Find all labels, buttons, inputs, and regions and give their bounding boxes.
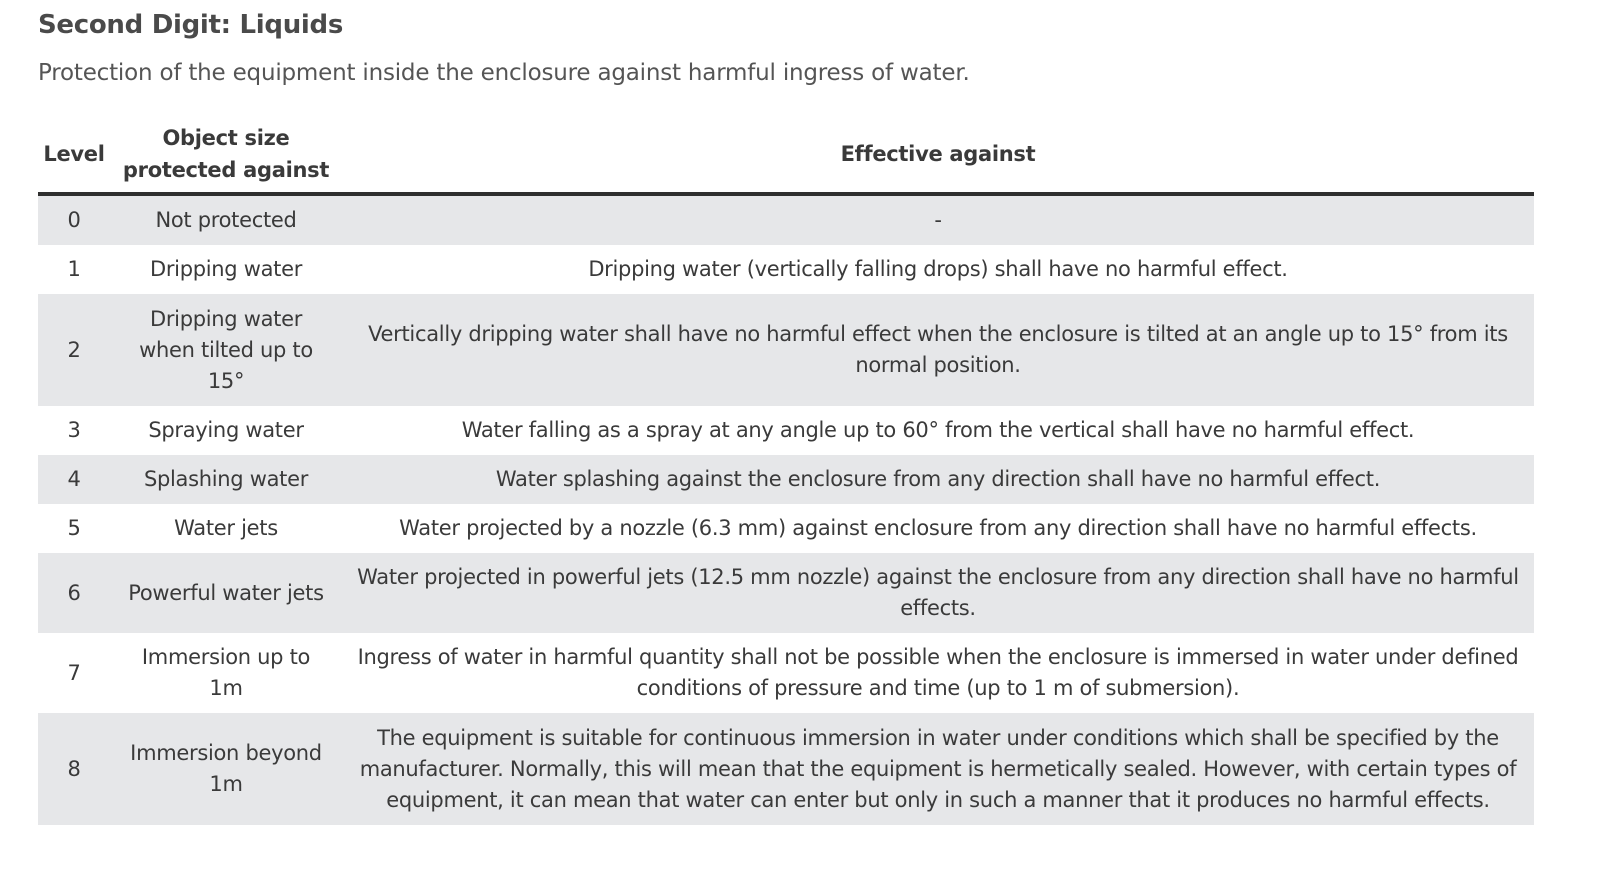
liquids-protection-table <box>38 116 1534 825</box>
cell-level: 2 <box>38 294 110 406</box>
cell-effective: Water falling as a spray at any angle up to 60° from the vertical shall have no harmful effect. <box>342 406 1534 455</box>
cell-effective: Water projected in powerful jets (12.5 mm nozzle) against the enclosure from any direction shall have no harmful effects. <box>342 553 1534 633</box>
cell-level: 4 <box>38 455 110 504</box>
cell-effective: Ingress of water in harmful quantity shall not be possible when the enclosure is immersed in water under defined conditions of pressure and time (up to 1 m of submersion). <box>342 633 1534 713</box>
header-level: Level <box>38 116 110 194</box>
cell-level: 1 <box>38 245 110 294</box>
cell-object: Immersion up to 1m <box>110 633 342 713</box>
table-row <box>38 455 1534 504</box>
table-row <box>38 194 1534 245</box>
cell-level: 7 <box>38 633 110 713</box>
table-row <box>38 713 1534 825</box>
table-row <box>38 553 1534 633</box>
table-row <box>38 633 1534 713</box>
header-effective-against: Effective against <box>342 116 1534 194</box>
cell-object: Immersion beyond 1m <box>110 713 342 825</box>
cell-object: Water jets <box>110 504 342 553</box>
table-row <box>38 406 1534 455</box>
cell-level: 0 <box>38 194 110 245</box>
section-title: Second Digit: Liquids <box>38 10 344 40</box>
cell-effective: Vertically dripping water shall have no harmful effect when the enclosure is tilted at an angle up to 15° from its normal position. <box>342 294 1534 406</box>
section-description: Protection of the equipment inside the enclosure against harmful ingress of water. <box>38 60 970 86</box>
cell-level: 5 <box>38 504 110 553</box>
table-row <box>38 294 1534 406</box>
cell-level: 8 <box>38 713 110 825</box>
cell-object: Dripping water <box>110 245 342 294</box>
cell-effective: The equipment is suitable for continuous immersion in water under conditions which shall be specified by the manufacturer. Normally, this will mean that the equipment is hermetically sealed. However, with certain types of equipment, it can mean that water can enter but only in such a manner that it produces no harmful effects. <box>342 713 1534 825</box>
table-row <box>38 245 1534 294</box>
cell-effective: Water projected by a nozzle (6.3 mm) against enclosure from any direction shall have no harmful effects. <box>342 504 1534 553</box>
cell-effective: - <box>342 194 1534 245</box>
table-row <box>38 504 1534 553</box>
cell-object: Dripping water when tilted up to 15° <box>110 294 342 406</box>
cell-object: Spraying water <box>110 406 342 455</box>
cell-object: Not protected <box>110 194 342 245</box>
cell-object: Powerful water jets <box>110 553 342 633</box>
cell-object: Splashing water <box>110 455 342 504</box>
cell-level: 3 <box>38 406 110 455</box>
header-object-size: Object size protected against <box>110 116 342 194</box>
cell-effective: Water splashing against the enclosure from any direction shall have no harmful effect. <box>342 455 1534 504</box>
cell-level: 6 <box>38 553 110 633</box>
cell-effective: Dripping water (vertically falling drops) shall have no harmful effect. <box>342 245 1534 294</box>
table-header-row <box>38 116 1534 194</box>
